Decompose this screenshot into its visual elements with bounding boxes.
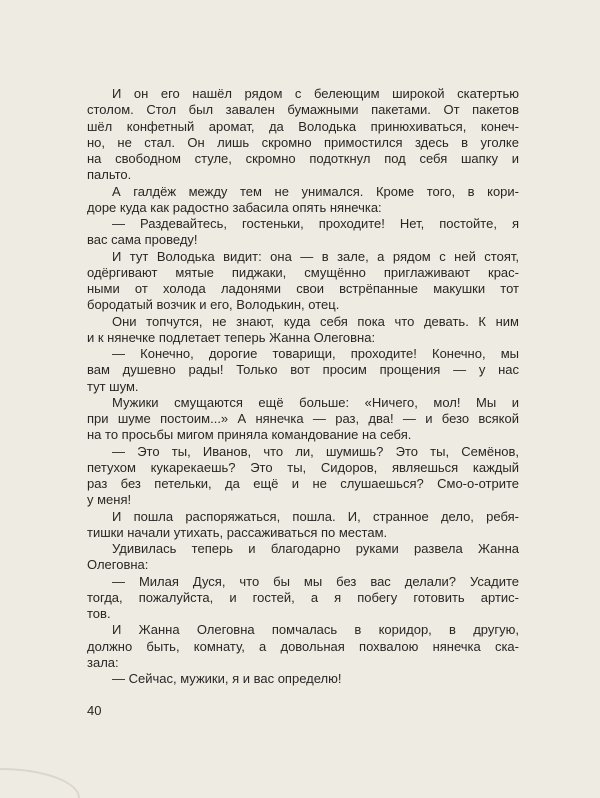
page-number: 40 [87,703,102,718]
text-line: бородатый возчик и его, Володькин, отец. [87,297,340,313]
text-line: — Конечно, дорогие товарищи, проходите! Конечно, мы [112,346,519,361]
text-line: зала: [87,654,119,670]
text-line: — Раздевайтесь, гостеньки, проходите! Нет, постойте, я [112,216,519,231]
text-line: — Милая Дуся, что бы мы без вас делали? Усадите [112,573,519,589]
text-line: тишки начали утихать, рассаживаться по местам. [87,524,388,540]
text-line: ными от холода ладонями свои встрёпанные макушки тот [87,281,519,296]
text-line: Удивилась теперь и благодарно руками развела Жанна [112,541,519,556]
paragraph [87,622,519,671]
paragraph [87,86,519,184]
paragraph [87,395,519,444]
text-line: Они топчутся, не знают, куда себя пока что девать. К ним [112,313,519,329]
text-line: вам душевно рады! Только вот просим прощения — у нас [87,362,519,378]
page-curl-shadow [0,768,80,798]
text-line: И Жанна Олеговна помчалась в коридор, в другую, [112,622,519,638]
paragraph [87,216,519,249]
text-line: петухом кукарекаешь? Это ты, Сидоров, являешься каждый [87,459,519,475]
text-line: вас сама проведу! [87,232,198,248]
text-line: И тут Володька видит: она — в зале, а рядом с ней стоят, [112,248,519,264]
text-line: при шуме постоим...» А нянечка — раз, два! — и безо всякой [87,411,519,426]
text-line: раз без петельки, да ещё и не слушаешься? Смо-о-отрите [87,476,519,491]
paragraph [87,509,519,542]
paragraph [87,444,519,509]
body-text [87,86,519,687]
text-line: — Сейчас, мужики, я и вас определю! [112,671,342,686]
paragraph [87,574,519,623]
text-line: — Это ты, Иванов, что ли, шумишь? Это ты, Семёнов, [112,443,519,459]
text-line: тут шум. [87,378,139,394]
text-line: должно быть, комнату, а довольная похвалою нянечка ска- [87,638,519,654]
text-line: шёл конфетный аромат, да Володька принюхиваться, конеч- [87,118,519,134]
text-line: но, не стал. Он лишь скромно примостился здесь в уголке [87,134,519,150]
text-line: доре куда как радостно забасила опять нянечка: [87,199,382,215]
paragraph [87,671,519,687]
text-line: и к нянечке подлетает теперь Жанна Олеговна: [87,329,376,345]
text-line: столом. Стол был завален бумажными пакетами. От пакетов [87,102,519,118]
text-line: И пошла распоряжаться, пошла. И, странное дело, ребя- [112,508,519,524]
text-line: Мужики смущаются ещё больше: «Ничего, мол! Мы и [112,394,519,410]
text-line: одёргивают мятые пиджаки, смущённо приглаживают крас- [87,264,519,280]
text-line: пальто. [87,167,132,183]
paragraph [87,249,519,314]
text-line: у меня! [87,492,132,508]
paragraph [87,314,519,347]
text-line: тогда, пожалуйста, и гостей, а я побегу готовить артис- [87,589,519,605]
text-line: Олеговна: [87,557,149,573]
text-line: на свободном стуле, скромно подоткнул под себя шапку и [87,151,519,166]
text-line: А галдёж между тем не унимался. Кроме того, в кори- [112,183,519,199]
text-line: тов. [87,606,111,621]
text-line: И он его нашёл рядом с белеющим широкой скатертью [112,86,519,101]
text-line: на то просьбы мигом приняла командование на себя. [87,427,412,443]
paragraph [87,541,519,574]
paragraph [87,346,519,395]
paragraph [87,184,519,217]
